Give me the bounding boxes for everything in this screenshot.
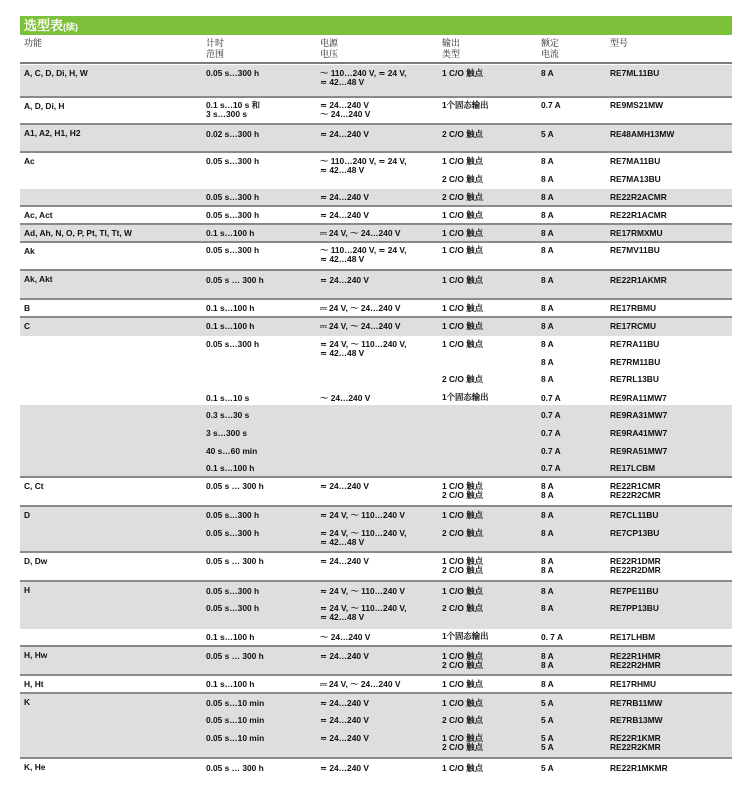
supply-voltage-cell: 〜 110…240 V, ≂ 24 V, xyxy=(320,68,407,78)
header-output-type xyxy=(442,38,460,60)
rated-current-cell: 8 A xyxy=(541,321,554,331)
output-type-cell: 1 C/O 触点 xyxy=(442,68,483,78)
table-group xyxy=(20,269,732,298)
supply-voltage-cell: ≂ 24…240 V xyxy=(320,192,369,202)
supply-voltage-cell: ≂ 24…240 V xyxy=(320,698,369,708)
supply-voltage-cell: 〜 110…240 V, ≂ 24 V, xyxy=(320,156,407,166)
time-range-cell: 0.05 s … 300 h xyxy=(206,481,264,491)
output-type-cell: 2 C/O 触点 xyxy=(442,174,483,184)
function-cell: C xyxy=(24,321,31,331)
rated-current-cell: 5 A xyxy=(541,698,554,708)
function-cell: Ak xyxy=(24,246,35,256)
model-cell: RE7MA13BU xyxy=(610,174,661,184)
model-cell: RE7CP13BU xyxy=(610,528,660,538)
time-range-cell: 0.05 s … 300 h xyxy=(206,651,264,661)
model-cell: RE7CL11BU xyxy=(610,510,659,520)
rated-current-cell: 5 A xyxy=(541,733,554,743)
rated-current-cell: 8 A xyxy=(541,303,554,313)
supply-voltage-cell: ≂ 24…240 V xyxy=(320,210,369,220)
header-rated-current-line1: 额定 xyxy=(541,38,560,48)
rated-current-cell: 0.7 A xyxy=(541,446,561,456)
time-range-cell: 0.1 s…100 h xyxy=(206,228,255,238)
model-cell: RE22R2HMR xyxy=(610,660,661,670)
output-type-cell: 1 C/O 触点 xyxy=(442,510,483,520)
rated-current-cell: 0.7 A xyxy=(541,393,561,403)
output-type-cell: 1个固态输出 xyxy=(442,631,489,641)
model-cell: RE17RMXMU xyxy=(610,228,663,238)
table-group xyxy=(20,205,732,223)
function-cell: A1, A2, H1, H2 xyxy=(24,128,81,138)
supply-voltage-cell: ≂ 42…48 V xyxy=(320,165,365,175)
table-group xyxy=(20,241,732,269)
supply-voltage-cell: ≂ 42…48 V xyxy=(320,254,365,264)
time-range-cell: 0.05 s…300 h xyxy=(206,192,260,202)
rated-current-cell: 8 A xyxy=(541,660,554,670)
rated-current-cell: 8 A xyxy=(541,357,554,367)
supply-voltage-cell: ≂ 42…48 V xyxy=(320,348,365,358)
time-range-cell: 0.02 s…300 h xyxy=(206,129,260,139)
supply-voltage-cell: 〜 24…240 V xyxy=(320,393,371,403)
time-range-cell: 0.05 s … 300 h xyxy=(206,763,264,773)
model-cell: RE7RB11MW xyxy=(610,698,663,708)
time-range-cell: 0.1 s…100 h xyxy=(206,463,255,473)
output-type-cell: 1 C/O 触点 xyxy=(442,556,483,566)
header-supply-voltage xyxy=(320,38,338,60)
function-cell: Ak, Akt xyxy=(24,274,53,284)
supply-voltage-cell: ≂ 24…240 V xyxy=(320,556,369,566)
model-cell: RE22R1ACMR xyxy=(610,210,667,220)
output-type-cell: 2 C/O 触点 xyxy=(442,528,483,538)
supply-voltage-cell: ≂ 24 V, 〜 110…240 V xyxy=(320,586,405,596)
table-group xyxy=(20,151,732,205)
rated-current-cell: 8 A xyxy=(541,679,554,689)
model-cell: RE22R1AKMR xyxy=(610,275,667,285)
header-time-range-line2: 范围 xyxy=(206,49,225,59)
function-cell: Ac, Act xyxy=(24,210,53,220)
output-type-cell: 1 C/O 触点 xyxy=(442,321,483,331)
model-cell: RE7MV11BU xyxy=(610,245,660,255)
rated-current-cell: 0. 7 A xyxy=(541,632,564,642)
rated-current-cell: 8 A xyxy=(541,586,554,596)
model-cell: RE22R1MKMR xyxy=(610,763,668,773)
supply-voltage-cell: 〜 110…240 V, ≂ 24 V, xyxy=(320,245,407,255)
model-cell: RE7RA11BU xyxy=(610,339,660,349)
supply-voltage-cell: ⎓ 24 V, 〜 24…240 V xyxy=(320,321,401,331)
model-cell: RE17RCMU xyxy=(610,321,657,331)
model-cell: RE22R1DMR xyxy=(610,556,661,566)
time-range-cell: 0.3 s…30 s xyxy=(206,410,250,420)
header-output-type-line1: 输出 xyxy=(442,38,461,48)
model-cell: RE22R2DMR xyxy=(610,565,661,575)
header-time-range-line1: 计时 xyxy=(206,38,225,48)
rated-current-cell: 0.7 A xyxy=(541,463,561,473)
supply-voltage-cell: ≂ 24…240 V xyxy=(320,651,369,661)
rated-current-cell: 8 A xyxy=(541,565,554,575)
model-cell: RE48AMH13MW xyxy=(610,129,675,139)
rated-current-cell: 8 A xyxy=(541,210,554,220)
time-range-cell: 40 s…60 min xyxy=(206,446,258,456)
time-range-cell: 0.05 s … 300 h xyxy=(206,556,264,566)
output-type-cell: 1 C/O 触点 xyxy=(442,651,483,661)
model-cell: RE22R1CMR xyxy=(610,481,661,491)
output-type-cell: 1个固态输出 xyxy=(442,100,489,110)
supply-voltage-cell: 〜 24…240 V xyxy=(320,632,371,642)
model-cell: RE22R1KMR xyxy=(610,733,661,743)
supply-voltage-cell: ≂ 24…240 V xyxy=(320,763,369,773)
table-group xyxy=(20,476,732,505)
output-type-cell: 1 C/O 触点 xyxy=(442,228,483,238)
function-cell: K xyxy=(24,697,31,707)
output-type-cell: 1 C/O 触点 xyxy=(442,245,483,255)
output-type-cell: 1 C/O 触点 xyxy=(442,275,483,285)
rated-current-cell: 8 A xyxy=(541,481,554,491)
time-range-cell: 0.1 s…100 h xyxy=(206,679,255,689)
output-type-cell: 1 C/O 触点 xyxy=(442,763,483,773)
time-range-cell: 0.05 s…10 min xyxy=(206,715,265,725)
table-group xyxy=(20,580,732,645)
time-range-cell: 0.05 s…300 h xyxy=(206,68,260,78)
table-title-suffix: (续) xyxy=(63,22,79,32)
time-range-cell: 0.1 s…10 s xyxy=(206,393,250,403)
rated-current-cell: 8 A xyxy=(541,275,554,285)
output-type-cell: 2 C/O 触点 xyxy=(442,715,483,725)
time-range-cell: 0.1 s…100 h xyxy=(206,303,255,313)
model-cell: RE9RA11MW7 xyxy=(610,393,667,403)
table-group xyxy=(20,645,732,674)
rated-current-cell: 8 A xyxy=(541,490,554,500)
function-cell: B xyxy=(24,303,31,313)
model-cell: RE9RA41MW7 xyxy=(610,428,668,438)
function-cell: C, Ct xyxy=(24,481,44,491)
model-cell: RE17RBMU xyxy=(610,303,657,313)
output-type-cell: 2 C/O 触点 xyxy=(442,129,483,139)
time-range-cell: 0.05 s…300 h xyxy=(206,156,260,166)
header-model xyxy=(610,38,628,49)
time-range-cell: 3 s…300 s xyxy=(206,109,247,119)
table-title-bar xyxy=(20,16,732,35)
time-range-cell: 0.1 s…100 h xyxy=(206,321,255,331)
output-type-cell: 1 C/O 触点 xyxy=(442,698,483,708)
rated-current-cell: 5 A xyxy=(541,763,554,773)
output-type-cell: 2 C/O 触点 xyxy=(442,374,483,384)
table-group xyxy=(20,223,732,241)
time-range-cell: 0.05 s…300 h xyxy=(206,210,260,220)
table-group xyxy=(20,96,732,123)
function-cell: K, He xyxy=(24,762,46,772)
rated-current-cell: 8 A xyxy=(541,556,554,566)
output-type-cell: 1 C/O 触点 xyxy=(442,679,483,689)
rated-current-cell: 8 A xyxy=(541,374,554,384)
output-type-cell: 2 C/O 触点 xyxy=(442,565,483,575)
table-group xyxy=(20,505,732,551)
model-cell: RE22R2KMR xyxy=(610,742,661,752)
output-type-cell: 2 C/O 触点 xyxy=(442,660,483,670)
table-group xyxy=(20,692,732,757)
supply-voltage-cell: ≂ 24…240 V xyxy=(320,715,369,725)
model-cell: RE7RB13MW xyxy=(610,715,663,725)
time-range-cell: 0.05 s…10 min xyxy=(206,698,265,708)
rated-current-cell: 5 A xyxy=(541,742,554,752)
supply-voltage-cell: ⎓ 24 V, 〜 24…240 V xyxy=(320,679,401,689)
time-range-cell: 0.05 s…300 h xyxy=(206,510,260,520)
output-type-cell: 1 C/O 触点 xyxy=(442,481,483,491)
header-function-label: 功能 xyxy=(24,38,43,48)
supply-voltage-cell: ≂ 24…240 V xyxy=(320,100,369,110)
rated-current-cell: 8 A xyxy=(541,174,554,184)
rated-current-cell: 8 A xyxy=(541,603,554,613)
rated-current-cell: 8 A xyxy=(541,651,554,661)
rated-current-cell: 0.7 A xyxy=(541,410,561,420)
time-range-cell: 0.05 s…300 h xyxy=(206,245,260,255)
rated-current-cell: 8 A xyxy=(541,156,554,166)
rated-current-cell: 8 A xyxy=(541,528,554,538)
header-model-label: 型号 xyxy=(610,38,629,48)
output-type-cell: 1 C/O 触点 xyxy=(442,733,483,743)
model-cell: RE7RL13BU xyxy=(610,374,659,384)
supply-voltage-cell: ≂ 24 V, 〜 110…240 V, xyxy=(320,603,407,613)
rated-current-cell: 8 A xyxy=(541,192,554,202)
output-type-cell: 1个固态输出 xyxy=(442,392,489,402)
supply-voltage-cell: ⎓ 24 V, 〜 24…240 V xyxy=(320,228,401,238)
table-group xyxy=(20,674,732,692)
output-type-cell: 1 C/O 触点 xyxy=(442,339,483,349)
model-cell: RE7ML11BU xyxy=(610,68,660,78)
function-cell: H, Ht xyxy=(24,679,44,689)
supply-voltage-cell: ≂ 24…240 V xyxy=(320,275,369,285)
supply-voltage-cell: ≂ 42…48 V xyxy=(320,537,365,547)
rated-current-cell: 5 A xyxy=(541,715,554,725)
supply-voltage-cell: ≂ 24…240 V xyxy=(320,129,369,139)
function-cell: H xyxy=(24,585,31,595)
output-type-cell: 2 C/O 触点 xyxy=(442,742,483,752)
time-range-cell: 0.05 s…300 h xyxy=(206,528,260,538)
table-group xyxy=(20,757,732,784)
function-cell: A, C, D, Di, H, W xyxy=(24,68,88,78)
model-cell: RE7PE11BU xyxy=(610,586,659,596)
supply-voltage-cell: ≂ 42…48 V xyxy=(320,77,365,87)
function-cell: Ac xyxy=(24,156,35,166)
rated-current-cell: 0.7 A xyxy=(541,428,561,438)
header-rated-current-line2: 电流 xyxy=(541,49,560,59)
output-type-cell: 2 C/O 触点 xyxy=(442,490,483,500)
supply-voltage-cell: ≂ 24…240 V xyxy=(320,481,369,491)
supply-voltage-cell: ≂ 24 V, 〜 110…240 V xyxy=(320,510,405,520)
table-group xyxy=(20,123,732,151)
header-rated-current xyxy=(541,38,559,60)
output-type-cell: 2 C/O 触点 xyxy=(442,192,483,202)
supply-voltage-cell: 〜 24…240 V xyxy=(320,109,371,119)
rated-current-cell: 5 A xyxy=(541,129,554,139)
header-time-range xyxy=(206,38,224,60)
model-cell: RE17LCBM xyxy=(610,463,656,473)
rated-current-cell: 8 A xyxy=(541,228,554,238)
rated-current-cell: 8 A xyxy=(541,245,554,255)
supply-voltage-cell: ≂ 24 V, 〜 110…240 V, xyxy=(320,528,407,538)
supply-voltage-cell: ≂ 24 V, 〜 110…240 V, xyxy=(320,339,407,349)
function-cell: H, Hw xyxy=(24,650,48,660)
rated-current-cell: 8 A xyxy=(541,339,554,349)
model-cell: RE9RA51MW7 xyxy=(610,446,668,456)
supply-voltage-cell: ⎓ 24 V, 〜 24…240 V xyxy=(320,303,401,313)
time-range-cell: 0.05 s…300 h xyxy=(206,339,260,349)
model-cell: RE22R2CMR xyxy=(610,490,661,500)
table-group xyxy=(20,316,732,476)
time-range-cell: 0.05 s…10 min xyxy=(206,733,265,743)
time-range-cell: 0.05 s…300 h xyxy=(206,603,260,613)
table-group xyxy=(20,64,732,96)
model-cell: RE17LHBM xyxy=(610,632,656,642)
model-cell: RE9RA31MW7 xyxy=(610,410,668,420)
function-cell: A, D, Di, H xyxy=(24,101,65,111)
model-cell: RE7MA11BU xyxy=(610,156,661,166)
model-cell: RE17RHMU xyxy=(610,679,657,689)
time-range-cell: 0.05 s…300 h xyxy=(206,586,260,596)
header-supply-voltage-line2: 电压 xyxy=(320,49,339,59)
time-range-cell: 0.05 s … 300 h xyxy=(206,275,264,285)
rated-current-cell: 8 A xyxy=(541,510,554,520)
table-title: 选型表 xyxy=(24,18,64,33)
model-cell: RE22R2ACMR xyxy=(610,192,667,202)
header-supply-voltage-line1: 电源 xyxy=(320,38,339,48)
rated-current-cell: 0.7 A xyxy=(541,100,561,110)
supply-voltage-cell: ≂ 24…240 V xyxy=(320,733,369,743)
header-function xyxy=(24,38,42,49)
time-range-cell: 0.1 s…10 s 和 xyxy=(206,100,261,110)
function-cell: Ad, Ah, N, O, P, Pt, Tl, Tt, W xyxy=(24,228,132,238)
table-group xyxy=(20,551,732,580)
function-cell: D xyxy=(24,510,31,520)
output-type-cell: 1 C/O 触点 xyxy=(442,586,483,596)
output-type-cell: 1 C/O 触点 xyxy=(442,303,483,313)
rated-current-cell: 8 A xyxy=(541,68,554,78)
function-cell: D, Dw xyxy=(24,556,48,566)
output-type-cell: 1 C/O 触点 xyxy=(442,156,483,166)
output-type-cell: 1 C/O 触点 xyxy=(442,210,483,220)
model-cell: RE7RM11BU xyxy=(610,357,661,367)
model-cell: RE9MS21MW xyxy=(610,100,664,110)
model-cell: RE22R1HMR xyxy=(610,651,661,661)
header-output-type-line2: 类型 xyxy=(442,49,461,59)
model-cell: RE7PP13BU xyxy=(610,603,659,613)
time-range-cell: 3 s…300 s xyxy=(206,428,247,438)
output-type-cell: 2 C/O 触点 xyxy=(442,603,483,613)
table-group xyxy=(20,298,732,316)
time-range-cell: 0.1 s…100 h xyxy=(206,632,255,642)
supply-voltage-cell: ≂ 42…48 V xyxy=(320,612,365,622)
